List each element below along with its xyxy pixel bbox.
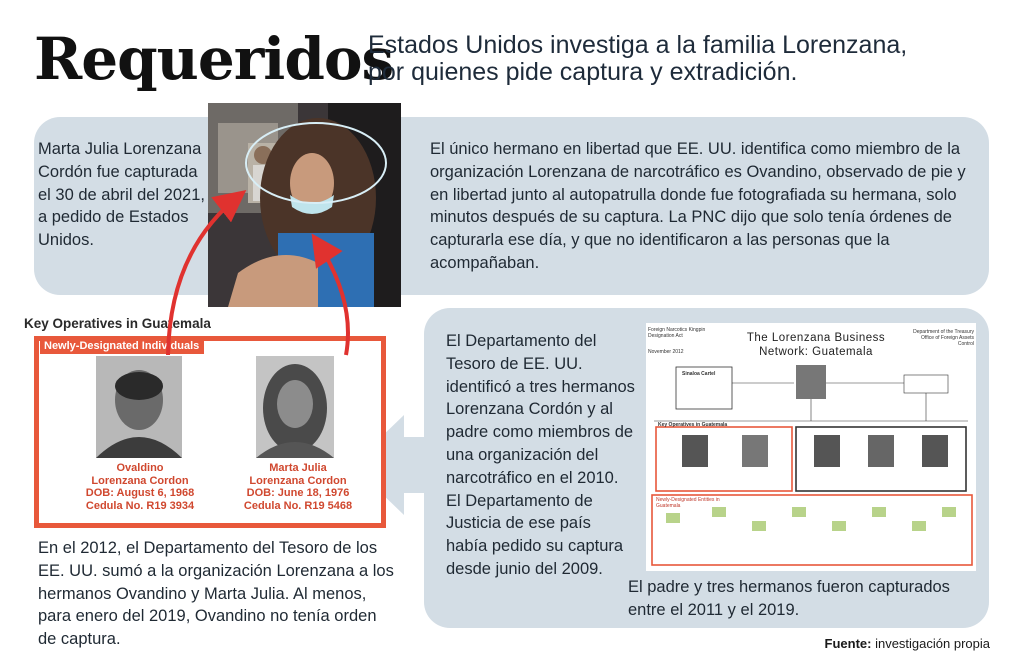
arrest-photo [208, 103, 401, 307]
arrest-photo-illustration [208, 103, 401, 307]
chart-left-date: November 2012 [648, 349, 684, 355]
org-chart-diagram [646, 323, 976, 571]
chart-left-header: Foreign Narcotics Kingpin Designation Act [648, 327, 706, 339]
bottom-left-caption: En el 2012, el Departamento del Tesoro de los EE. UU. sumó a la organización Lorenzana a los hermanos Ovandino y Marta Julia. Al menos, para enero del 2019, Ovandino no tenía orden de captura. [38, 539, 394, 649]
ovaldino-dob: DOB: August 6, 1968 [85, 487, 195, 499]
marta-caption: Marta Julia Lorenzana Cordón fue capturada el 30 de abril del 2021, a pedido de Estados Unidos. [38, 140, 205, 250]
subtitle-line-1: Estados Unidos investiga a la familia Lorenzana, [368, 31, 908, 59]
ovandino-caption: El único hermano en libertad que EE. UU. identifica como miembro de la organización Lorenzana de narcotráfico es Ovandino, observado de pie y en libertad junto al autopatrulla donde fue fotografiada su hermana, solo minutos después de su captura. La PNC dijo que solo tenía órdenes de capturarla ese día, y que no identificaron a las personas que la acompañaban. [430, 140, 966, 272]
captured-caption: El padre y tres hermanos fueron capturados entre el 2011 y el 2019. [628, 578, 950, 619]
marta-dob: DOB: June 18, 1976 [246, 487, 350, 499]
marta-mugshot [256, 356, 334, 458]
marta-surname: Lorenzana Cordon [249, 474, 347, 487]
ovaldino-mugshot-illustration [96, 356, 182, 458]
chart-entities-label: Newly-Designated Entities in Guatemala [656, 497, 720, 509]
ovaldino-surname: Lorenzana Cordon [91, 474, 189, 487]
key-operatives-heading: Key Operatives in Guatemala [24, 316, 211, 331]
source-value: investigación propia [871, 636, 990, 651]
chart-cartel-label: Sinaloa Cartel [682, 371, 716, 377]
chart-right-header: Department of the Treasury Office of Foreign Assets Control [913, 329, 974, 347]
marta-name: Marta Julia [269, 462, 327, 474]
page-subtitle [368, 32, 1008, 86]
source-note [825, 636, 990, 651]
chart-key-operatives-label: Key Operatives in Guatemala [658, 422, 728, 428]
chart-title-line-2: Network: Guatemala [759, 346, 873, 358]
ovaldino-mugshot [96, 356, 182, 458]
subtitle-line-2: por quienes pide captura y extradición. [368, 58, 798, 86]
page-title: Requeridos [34, 25, 394, 93]
chart-title-line-1: The Lorenzana Business [746, 332, 886, 344]
treasury-caption: El Departamento del Tesoro de EE. UU. identificó a tres hermanos Lorenzana Cordón y al padre como miembros de una organización del narcotráfico en el 2010. El Departamento de Justicia de ese país había pedido su captura desde junio del 2009. [446, 332, 635, 578]
marta-info [218, 462, 378, 512]
newly-designated-label: Newly-Designated Individuals [40, 339, 204, 354]
marta-mugshot-illustration [256, 356, 334, 458]
org-chart [646, 323, 976, 571]
source-label: Fuente: [824, 636, 872, 651]
ovaldino-name: Ovaldino [116, 462, 164, 474]
marta-cedula: Cedula No. R19 5468 [243, 499, 353, 512]
ovaldino-info [60, 462, 220, 512]
ovaldino-cedula: Cedula No. R19 3934 [85, 499, 195, 512]
